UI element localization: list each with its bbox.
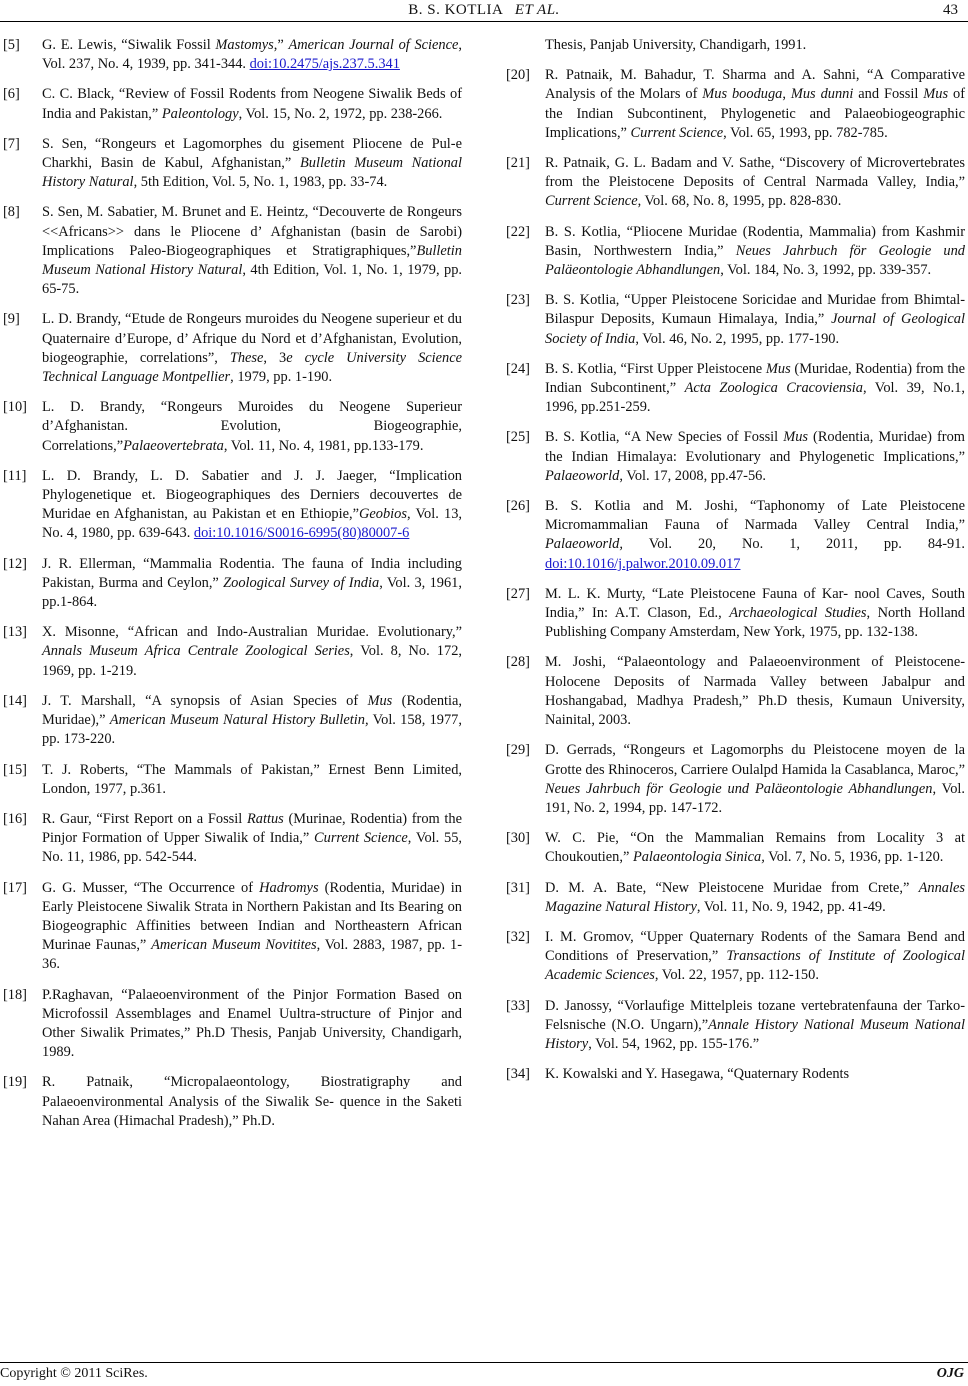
reference-entry [503, 154, 965, 212]
reference-number: [6] [3, 86, 20, 103]
reference-italic-text: Palaeoworld, [545, 536, 623, 553]
doi-link[interactable]: doi:10.1016/j.palwor.2010.09.017 [545, 555, 741, 572]
reference-text: Vol. 158, 1977, pp. 173-220. [42, 712, 462, 748]
reference-text: S. Sen, “Rongeurs et Lagomorphes du gisement Pliocene de Pul-e Charkhi, Basin de Kabul, Afghanistan,” [42, 135, 462, 172]
reference-italic-text: Paleontology [161, 105, 239, 122]
reference-italic-text: Journal of Geological Society of India [545, 311, 965, 347]
reference-number: [28] [506, 654, 530, 671]
reference-italic-text: Transactions of Institute of Zoological Academic Sciences [545, 948, 965, 984]
reference-text: , Vol. 191, No. 2, 1994, pp. 147-172. [545, 780, 966, 816]
reference-number: [11] [3, 467, 27, 484]
copyright-notice: Copyright © 2011 SciRes. [0, 1366, 148, 1381]
reference-entry [503, 223, 965, 281]
reference-italic-text: Mus [923, 86, 949, 103]
reference-text: D. Janossy, “Vorlaufige Mittelpleis tozane vertebratenfauna der Tarko-Felsnische (N.O. Ungarn),” [545, 997, 965, 1033]
reference-text: , 5th Edition, Vol. 5, No. 1, 1983, pp. 33-74. [133, 174, 388, 191]
reference-text: , Vol. 65, 1993, pp. 782-785. [723, 124, 888, 141]
reference-entry [503, 360, 965, 418]
reference-text: L. D. Brandy, “Etude de Rongeurs muroides du Neogene superieur et du Quaternaire d’Europe, d’ Afrique du Nord et d’Afghanistan, Evolution, biogeographie, correlations”, [42, 311, 462, 366]
reference-entry [503, 291, 965, 349]
reference-number: [12] [3, 555, 27, 572]
reference-number: [26] [506, 498, 530, 515]
reference-entry [0, 879, 462, 975]
reference-text: C. C. Black, “Review of Fossil Rodents from Neogene Siwalik Beds of India and Pakistan,” [42, 86, 462, 122]
page-number: 43 [943, 2, 958, 18]
reference-entry [503, 36, 965, 55]
reference-text: , Vol. 237, No. 4, 1939, pp. 341-344. [42, 37, 463, 73]
reference-number: [19] [3, 1074, 27, 1091]
reference-entry [0, 135, 462, 193]
reference-italic-text: Annales Magazine Natural History [545, 879, 965, 915]
reference-italic-text: Rattus [246, 810, 284, 827]
reference-text: (Rodentia, Muridae),” [42, 692, 462, 729]
reference-text: and Fossil [853, 86, 924, 103]
reference-text: Vol. 20, No. 1, 2011, pp. 84-91. [622, 536, 965, 553]
reference-text: Vol. 7, No. 5, 1936, pp. 1-120. [764, 849, 944, 866]
reference-italic-text: Geobios [358, 506, 407, 523]
reference-text: G. G. Musser, “The Occurrence of [42, 879, 260, 896]
header-rule [0, 21, 968, 22]
reference-number: [30] [506, 830, 530, 847]
reference-text: , Vol. 54, 1962, pp. 155-176.” [588, 1035, 760, 1052]
reference-text: X. Misonne, “African and Indo-Australian Muridae. Evolutionary,” [42, 624, 462, 641]
reference-italic-text: e cycle University Science Technical Language Montpellier [42, 349, 463, 386]
reference-text: , Vol. 46, No. 2, 1995, pp. 177-190. [635, 330, 840, 347]
reference-text: (Rodentia, Muridae) from the Indian Himalaya: Evolutionary and Phylogenetic Implications,” [545, 429, 965, 465]
reference-entry [503, 497, 965, 574]
reference-text: B. S. Kotlia, “First Upper Pleistocene [545, 360, 766, 377]
reference-entry [503, 928, 965, 986]
reference-italic-text: Neues Jahrbuch för Geologie und Paläeontologie Abhandlungen [545, 780, 933, 797]
reference-text: M. Joshi, “Palaeontology and Palaeoenvironment of Pleistocene-Holocene Deposits of Narmada Valley between Jabalpur and Hoshangabad, Madhya Pradesh,” Ph.D thesis, Kumaun University, Nainital, 2003. [545, 654, 965, 729]
reference-text: , Vol. 2883, 1987, pp. 1-36. [42, 937, 463, 973]
reference-number: [16] [3, 810, 27, 827]
reference-entry [503, 428, 965, 486]
reference-number: [9] [3, 311, 20, 328]
reference-column-left [0, 36, 462, 1142]
reference-entry [0, 467, 462, 544]
reference-text: D. M. A. Bate, “New Pleistocene Muridae from Crete,” [545, 879, 919, 896]
reference-italic-text: Current Science [630, 124, 724, 141]
reference-number: [7] [3, 135, 20, 152]
reference-entry [503, 997, 965, 1055]
reference-number: [29] [506, 742, 530, 759]
reference-italic-text: Bulletin Museum National History Natural [42, 242, 462, 279]
reference-italic-text: Palaeontologia Sinica, [632, 849, 765, 866]
reference-text: , Vol. 13, No. 4, 1980, pp. 639-643. [42, 506, 462, 542]
reference-italic-text: Annals Museum Africa Centrale Zoological Series [42, 643, 350, 660]
reference-entry [0, 986, 462, 1063]
reference-italic-text: American Museum Natural History Bulletin, [109, 712, 369, 729]
reference-text: , Vol. 3, 1961, pp.1-864. [42, 574, 462, 611]
reference-number: [18] [3, 986, 27, 1003]
reference-text: L. D. Brandy, L. D. Sabatier and J. J. Jaeger, “Implication Phylogenetique et. Biogeographiques des Derniers decouvertes de Muridae en Afghanistan, au Pakistan et en Ethiopie,” [42, 467, 462, 523]
reference-column-right [503, 36, 965, 1095]
reference-entry [0, 761, 462, 799]
reference-italic-text: Current Science [314, 830, 408, 847]
reference-italic-text: Bulletin Museum National History Natural [42, 155, 463, 191]
reference-entry [503, 879, 965, 917]
reference-text: (Muridae, Rodentia) from the Indian Subcontinent,” [545, 360, 965, 397]
reference-text: , Vol. 15, No. 2, 1972, pp. 238-266. [238, 105, 443, 122]
reference-text: B. S. Kotlia, “Pliocene Muridae (Rodentia, Mammalia) from Kashmir Basin, Northwestern India,” [545, 223, 965, 259]
reference-italic-text: Hadromys [259, 879, 319, 896]
reference-number: [14] [3, 692, 27, 709]
reference-italic-text: Palaeovertebrata [123, 437, 224, 454]
reference-italic-text: These [229, 349, 264, 366]
author-etal: ET AL. [514, 2, 560, 18]
reference-italic-text: American Museum Novitites [151, 937, 317, 954]
reference-entry [0, 623, 462, 681]
reference-text: J. R. Ellerman, “Mammalia Rodentia. The fauna of India including Pakistan, Burma and Ceylon,” [42, 555, 462, 591]
reference-text: of the Indian Subcontinent, Phylogenetic and Palaeobiogeographic Implications,” [545, 86, 965, 141]
reference-italic-text: Neues Jahrbuch för Geologie und Paläeontologie Abhandlungen [545, 242, 965, 279]
reference-number: [32] [506, 928, 530, 945]
reference-number: [15] [3, 761, 27, 778]
reference-text: T. J. Roberts, “The Mammals of Pakistan,” Ernest Benn Limited, London, 1977, p.361. [42, 761, 462, 797]
reference-italic-text: Mus booduga [702, 86, 783, 103]
reference-text: J. T. Marshall, “A synopsis of Asian Species of [42, 692, 368, 709]
author-name: B. S. KOTLIA [408, 2, 503, 18]
reference-italic-text: Annale History National Museum National History [545, 1016, 965, 1052]
reference-number: [10] [3, 399, 27, 416]
reference-text: K. Kowalski and Y. Hasegawa, “Quaternary Rodents [545, 1066, 850, 1083]
reference-text: G. E. Lewis, “Siwalik Fossil [42, 37, 216, 53]
reference-text: (Rodentia, Muridae) in Early Pleistocene Siwalik Strata in Northern Pakistan and Its Bearing on Biogeographic Affinities between Indian and Northeastern African Murinae Faunas,” [42, 879, 462, 954]
reference-number: [25] [506, 429, 530, 446]
reference-number: [22] [506, 223, 530, 240]
reference-entry [0, 555, 462, 613]
reference-italic-text: American Journal of Science [288, 37, 459, 53]
reference-text: , North Holland Publishing Company Amsterdam, New York, 1975, pp. 132-138. [545, 605, 966, 641]
footer-rule [0, 1362, 968, 1363]
reference-entry [503, 585, 965, 643]
running-head-author [0, 2, 968, 19]
reference-text: M. L. K. Murty, “Late Pleistocene Fauna of Kar- nool Caves, South India,” In: A.T. Clason, Ed., [545, 585, 965, 622]
reference-entry [0, 692, 462, 750]
reference-entry [503, 653, 965, 730]
reference-text: I. M. Gromov, “Upper Quaternary Rodents of the Samara Bend and Conditions of Preservation,” [545, 928, 965, 965]
reference-text: , Vol. 22, 1957, pp. 112-150. [654, 967, 819, 984]
reference-italic-text: Mus [783, 429, 808, 446]
reference-text: ,” [273, 37, 289, 53]
reference-text: (Murinae, Rodentia) from the Pinjor Formation of Upper Siwalik of India,” [42, 810, 462, 847]
reference-italic-text: Mus [765, 360, 791, 377]
reference-number: [33] [506, 997, 530, 1014]
reference-text: W. C. Pie, “On the Mammalian Remains from Locality 3 at Choukoutien,” [545, 830, 965, 866]
reference-text: , Vol. 17, 2008, pp.47-56. [619, 467, 766, 484]
reference-number: [13] [3, 624, 27, 641]
reference-entry [503, 829, 965, 867]
reference-text: Thesis, Panjab University, Chandigarh, 1991. [545, 37, 807, 53]
reference-number: [27] [506, 585, 530, 602]
reference-italic-text: Current Science [545, 193, 638, 210]
reference-text: R. Patnaik, M. Bahadur, T. Sharma and A. Sahni, “A Comparative Analysis of the Molars of [545, 67, 965, 103]
reference-number: [21] [506, 155, 530, 172]
reference-text: R. Gaur, “First Report on a Fossil [42, 810, 247, 827]
journal-abbrev: OJG [936, 1366, 964, 1381]
reference-text: , Vol. 11, No. 4, 1981, pp.133-179. [223, 437, 424, 454]
reference-text: L. D. Brandy, “Rongeurs Muroides du Neogene Superieur d’Afghanistan. Evolution, Biogeographie, Correlations,” [42, 399, 462, 454]
reference-text: , 3 [263, 349, 287, 366]
reference-text: , Vol. 184, No. 3, 1992, pp. 339-357. [720, 262, 932, 279]
reference-number: [5] [3, 37, 20, 53]
reference-number: [17] [3, 879, 27, 896]
reference-italic-text: Mus [367, 692, 393, 709]
reference-text: B. S. Kotlia, “A New Species of Fossil [545, 429, 784, 446]
reference-entry [0, 203, 462, 299]
reference-entry [0, 85, 462, 123]
reference-text: R. Patnaik, “Micropalaeontology, Biostratigraphy and Palaeoenvironmental Analysis of the Siwalik Se- quence in the Saketi Nahan Area (Himachal Pradesh),” Ph.D. [42, 1074, 462, 1129]
reference-text: , Vol. 55, No. 11, 1986, pp. 542-544. [42, 830, 462, 866]
reference-italic-text: Mus dunni [790, 86, 854, 103]
reference-text: P.Raghavan, “Palaeoenvironment of the Pinjor Formation Based on Microfossil Assemblages and Enamel Uultra-structure of Pinjor and Other Siwalik Primates,” Ph.D Thesis, Panjab University, Chandigarh, 1989. [42, 986, 462, 1061]
reference-text: , Vol. 39, No.1, 1996, pp.251-259. [545, 380, 965, 416]
reference-text: , Vol. 11, No. 9, 1942, pp. 41-49. [696, 898, 886, 915]
reference-entry [503, 741, 965, 818]
reference-number: [31] [506, 879, 530, 896]
reference-italic-text: Archaeological Studies [729, 605, 867, 622]
reference-text: B. S. Kotlia and M. Joshi, “Taphonomy of Late Pleistocene Micromammalian Fauna of Narmada Valley Central India,” [545, 498, 965, 534]
reference-text: , Vol. 8, No. 172, 1969, pp. 1-219. [42, 643, 462, 679]
reference-entry [0, 310, 462, 387]
reference-number: [8] [3, 204, 20, 221]
reference-italic-text: Zoological Survey of India [223, 574, 380, 591]
reference-number: [20] [506, 67, 530, 84]
reference-italic-text: Mastomys [215, 37, 274, 53]
reference-text: , 1979, pp. 1-190. [230, 369, 333, 386]
reference-text: D. Gerrads, “Rongeurs et Lagomorphs du Pleistocene moyen de la Grotte des Rhinoceros, Carriere Oulalpd Hamida la Casablanca, Maroc,” [545, 742, 965, 778]
reference-number: [34] [506, 1066, 530, 1083]
reference-entry [0, 810, 462, 868]
reference-entry [503, 66, 965, 143]
reference-entry [0, 36, 462, 74]
doi-link[interactable]: doi:10.2475/ajs.237.5.341 [249, 56, 400, 73]
reference-text: R. Patnaik, G. L. Badam and V. Sathe, “Discovery of Microvertebrates from the Pleistocene Deposits of Central Narmada Valley, India,” [545, 155, 965, 191]
reference-text: , Vol. 68, No. 8, 1995, pp. 828-830. [637, 193, 842, 210]
reference-number: [23] [506, 292, 530, 309]
reference-entry [503, 1065, 965, 1084]
running-header [0, 0, 968, 22]
doi-link[interactable]: doi:10.1016/S0016-6995(80)80007-6 [193, 525, 410, 542]
reference-entry [0, 1073, 462, 1131]
reference-italic-text: Palaeoworld [545, 467, 620, 484]
reference-text: , 4th Edition, Vol. 1, No. 1, 1979, pp. 65-75. [42, 262, 462, 298]
reference-text: B. S. Kotlia, “Upper Pleistocene Soricidae and Muridae from Bhimtal-Bilaspur Deposits, Kumaun Himalaya, India,” [545, 292, 965, 328]
reference-entry [0, 398, 462, 456]
reference-italic-text: Acta Zoologica Cracoviensia [684, 380, 863, 397]
reference-text: S. Sen, M. Sabatier, M. Brunet and E. Heintz, “Decouverte de Rongeurs <<Africans>> dans le Pliocene d’ Afghanistan (basin de Sarobi) Implications Paleo-Biogeographiques et Stratigraphiques,” [42, 204, 462, 259]
reference-number: [24] [506, 360, 530, 377]
reference-text: , [782, 86, 791, 103]
